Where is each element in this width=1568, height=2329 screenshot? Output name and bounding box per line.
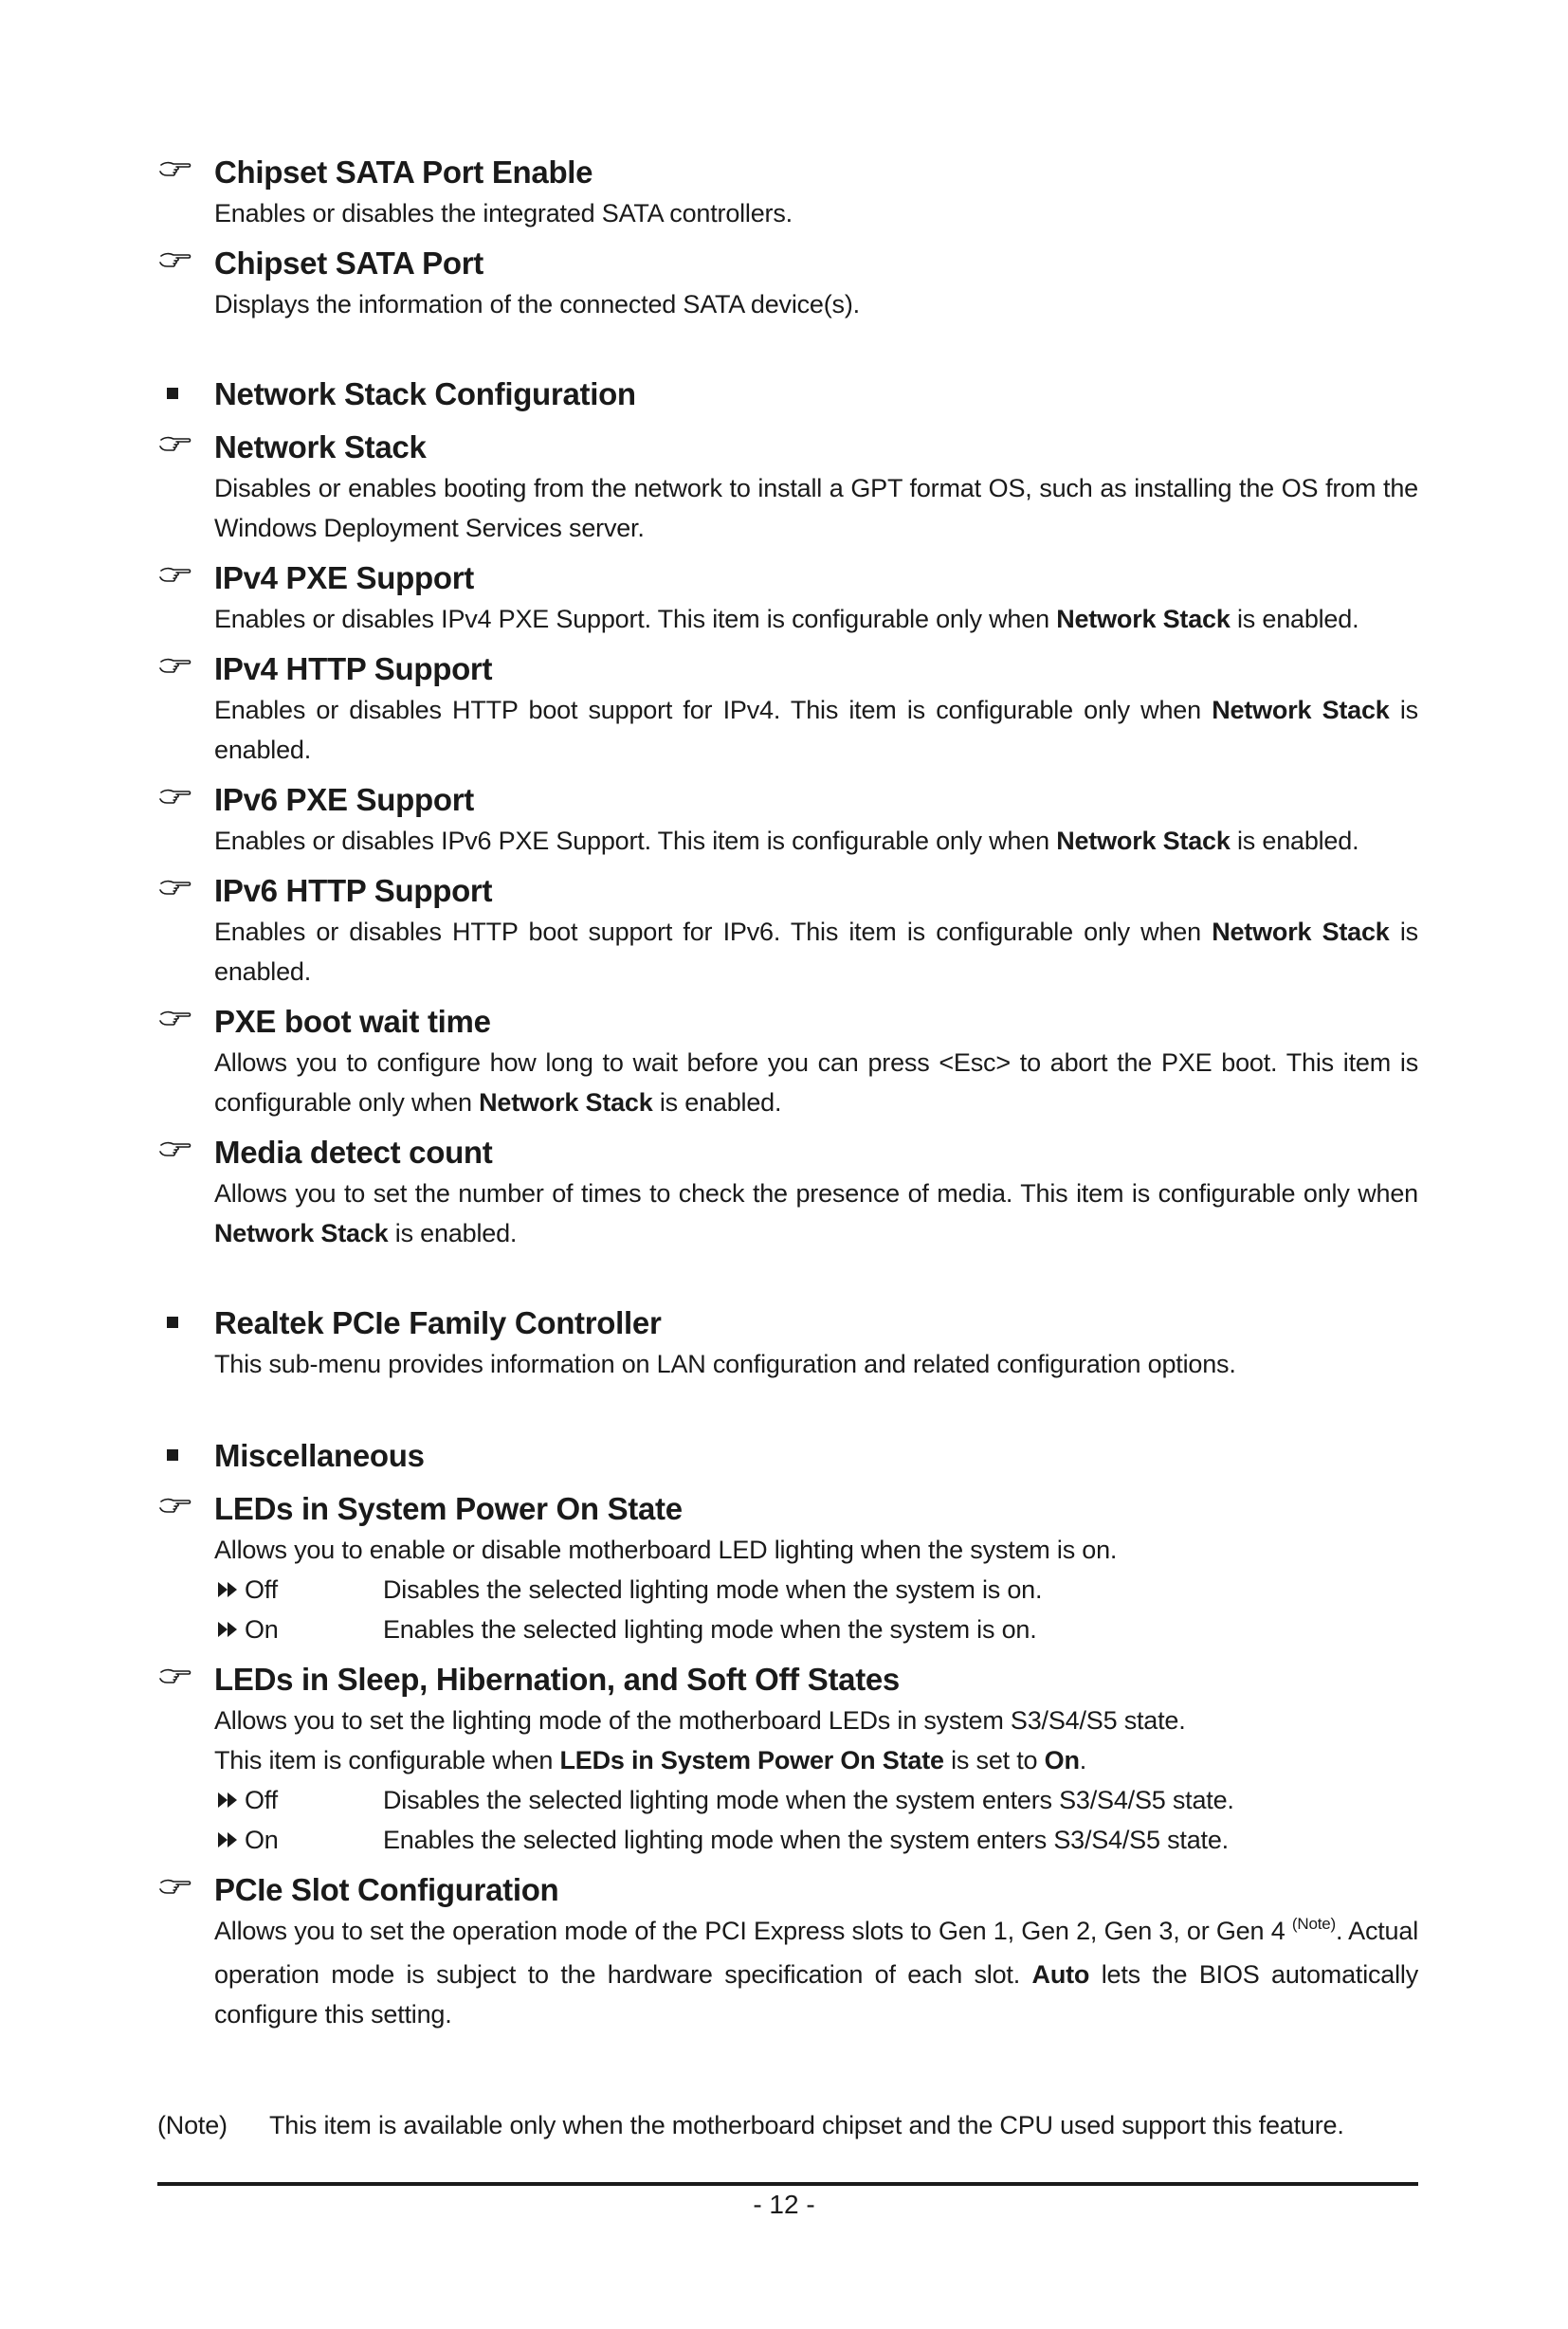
text-run: lets the BIOS automatically configure this setting. xyxy=(214,1960,1419,2029)
setting-description xyxy=(214,599,1418,639)
text-run: Enables or disables the integrated SATA controllers. xyxy=(214,199,793,227)
text-run: Allows you to set the operation mode of the PCI Express slots to Gen 1, Gen 2, Gen 3, or Gen 4 xyxy=(214,1917,1292,1945)
footnote-text: This item is available only when the motherboard chipset and the CPU used support this feature. xyxy=(269,2111,1344,2139)
section-heading: Realtek PCIe Family Controller xyxy=(214,1305,662,1340)
square-bullet-icon xyxy=(167,1317,178,1328)
setting-title: Chipset SATA Port xyxy=(214,246,483,281)
setting-item xyxy=(157,1488,1418,1649)
footnote-label: (Note) xyxy=(157,2111,228,2139)
pointing-hand-icon xyxy=(159,876,191,899)
pointing-hand-icon xyxy=(159,248,191,271)
option-description: Enables the selected lighting mode when the system enters S3/S4/S5 state. xyxy=(383,1826,1229,1854)
text-run: Disables or enables booting from the network to install a GPT format OS, such as installing the OS from the Windows Deployment Services server. xyxy=(214,474,1418,542)
pointing-hand-icon xyxy=(159,157,191,180)
option-description: Disables the selected lighting mode when the system enters S3/S4/S5 state. xyxy=(383,1786,1234,1814)
text-run: is enabled. xyxy=(214,918,1418,986)
square-bullet-icon xyxy=(167,388,178,399)
text-run: is enabled. xyxy=(1230,605,1359,633)
setting-item xyxy=(157,152,1418,233)
bold-term: Network Stack xyxy=(1056,605,1231,633)
setting-item xyxy=(157,648,1418,770)
double-arrow-icon xyxy=(216,1830,239,1849)
setting-title: Network Stack xyxy=(214,429,427,464)
text-run: is enabled. xyxy=(214,696,1418,764)
text-run: Enables or disables IPv4 PXE Support. This item is configurable only when xyxy=(214,605,1057,633)
bold-term: Network Stack xyxy=(1212,696,1390,724)
setting-title: IPv6 HTTP Support xyxy=(214,873,493,908)
setting-description xyxy=(214,1174,1418,1253)
text-run: Enables or disables HTTP boot support for IPv4. This item is configurable only when xyxy=(214,696,1212,724)
setting-title: PXE boot wait time xyxy=(214,1004,491,1039)
setting-item xyxy=(157,870,1418,992)
option-name: On xyxy=(245,1615,279,1644)
option-row xyxy=(214,1610,1418,1649)
double-arrow-icon xyxy=(216,1580,239,1599)
setting-title: IPv6 PXE Support xyxy=(214,782,474,817)
section-heading: Network Stack Configuration xyxy=(214,376,636,411)
option-name: Off xyxy=(245,1575,278,1604)
bold-term: Auto xyxy=(1031,1960,1090,1989)
pointing-hand-icon xyxy=(159,785,191,808)
pointing-hand-icon xyxy=(159,563,191,586)
text-run: is enabled. xyxy=(1230,827,1359,855)
setting-description xyxy=(214,1911,1418,2034)
option-name: On xyxy=(245,1826,279,1854)
menu-section xyxy=(157,373,1418,415)
setting-description xyxy=(214,1701,1418,1740)
option-description: Enables the selected lighting mode when the system is on. xyxy=(383,1615,1037,1644)
setting-item xyxy=(157,243,1418,324)
text-run: Enables or disables HTTP boot support for IPv6. This item is configurable only when xyxy=(214,918,1212,946)
setting-item xyxy=(157,427,1418,548)
double-arrow-icon xyxy=(216,1620,239,1639)
bold-term: LEDs in System Power On State xyxy=(559,1746,944,1774)
bold-term: Network Stack xyxy=(214,1219,389,1247)
setting-item xyxy=(157,779,1418,861)
text-run: is set to xyxy=(943,1746,1045,1774)
pointing-hand-icon xyxy=(159,1875,191,1898)
setting-description xyxy=(214,690,1418,770)
setting-title: LEDs in Sleep, Hibernation, and Soft Off States xyxy=(214,1662,900,1697)
text-run: This item is configurable when xyxy=(214,1746,560,1774)
setting-description-note xyxy=(214,1740,1418,1780)
setting-title: Media detect count xyxy=(214,1135,493,1170)
setting-title: PCIe Slot Configuration xyxy=(214,1872,559,1907)
text-run: is enabled. xyxy=(388,1219,518,1247)
text-run: Displays the information of the connected SATA device(s). xyxy=(214,290,860,318)
note-superscript: (Note) xyxy=(1291,1915,1336,1933)
text-run: Enables or disables IPv6 PXE Support. This item is configurable only when xyxy=(214,827,1057,855)
pointing-hand-icon xyxy=(159,432,191,455)
bold-term: Network Stack xyxy=(1212,918,1390,946)
setting-description xyxy=(214,821,1418,861)
text-run: Allows you to enable or disable motherboard LED lighting when the system is on. xyxy=(214,1536,1118,1564)
setting-title: IPv4 HTTP Support xyxy=(214,651,493,686)
setting-title: Chipset SATA Port Enable xyxy=(214,155,593,190)
setting-item xyxy=(157,557,1418,639)
bold-term: On xyxy=(1044,1746,1080,1774)
setting-description xyxy=(214,1043,1418,1122)
setting-description xyxy=(214,1344,1418,1384)
setting-item xyxy=(157,1869,1418,2034)
text-run: Allows you to configure how long to wait before you can press <Esc> to abort the PXE boot. This item is configurable only when xyxy=(214,1048,1418,1117)
setting-description xyxy=(214,468,1418,548)
text-run: Allows you to set the number of times to check the presence of media. This item is configurable only when xyxy=(214,1179,1418,1208)
option-description: Disables the selected lighting mode when the system is on. xyxy=(383,1575,1043,1604)
pointing-hand-icon xyxy=(159,1494,191,1517)
bold-term: Network Stack xyxy=(1056,827,1231,855)
option-row xyxy=(214,1820,1418,1860)
setting-description xyxy=(214,193,1418,233)
option-row xyxy=(214,1780,1418,1820)
setting-description xyxy=(214,1530,1418,1570)
setting-item xyxy=(157,1001,1418,1122)
option-row xyxy=(214,1570,1418,1610)
text-run: Allows you to set the lighting mode of the motherboard LEDs in system S3/S4/S5 state. xyxy=(214,1706,1186,1735)
text-run: . Actual operation mode is subject to the hardware specification of each slot. xyxy=(214,1917,1418,1989)
setting-item xyxy=(157,1132,1418,1253)
setting-description xyxy=(214,912,1418,992)
section-heading: Miscellaneous xyxy=(214,1438,425,1473)
pointing-hand-icon xyxy=(159,654,191,677)
option-name: Off xyxy=(245,1786,278,1814)
page-number: - 12 - xyxy=(753,2190,815,2219)
setting-title: IPv4 PXE Support xyxy=(214,560,474,595)
text-run: is enabled. xyxy=(652,1088,782,1117)
bold-term: Network Stack xyxy=(479,1088,653,1117)
pointing-hand-icon xyxy=(159,1665,191,1687)
menu-section xyxy=(157,1302,1418,1384)
setting-description xyxy=(214,284,1418,324)
menu-section xyxy=(157,1435,1418,1477)
pointing-hand-icon xyxy=(159,1007,191,1029)
pointing-hand-icon xyxy=(159,1137,191,1160)
text-run: This sub-menu provides information on LAN configuration and related configuration options. xyxy=(214,1350,1236,1378)
setting-title: LEDs in System Power On State xyxy=(214,1491,683,1526)
double-arrow-icon xyxy=(216,1791,239,1810)
square-bullet-icon xyxy=(167,1449,178,1461)
text-run: . xyxy=(1079,1746,1087,1774)
setting-item xyxy=(157,1659,1418,1860)
